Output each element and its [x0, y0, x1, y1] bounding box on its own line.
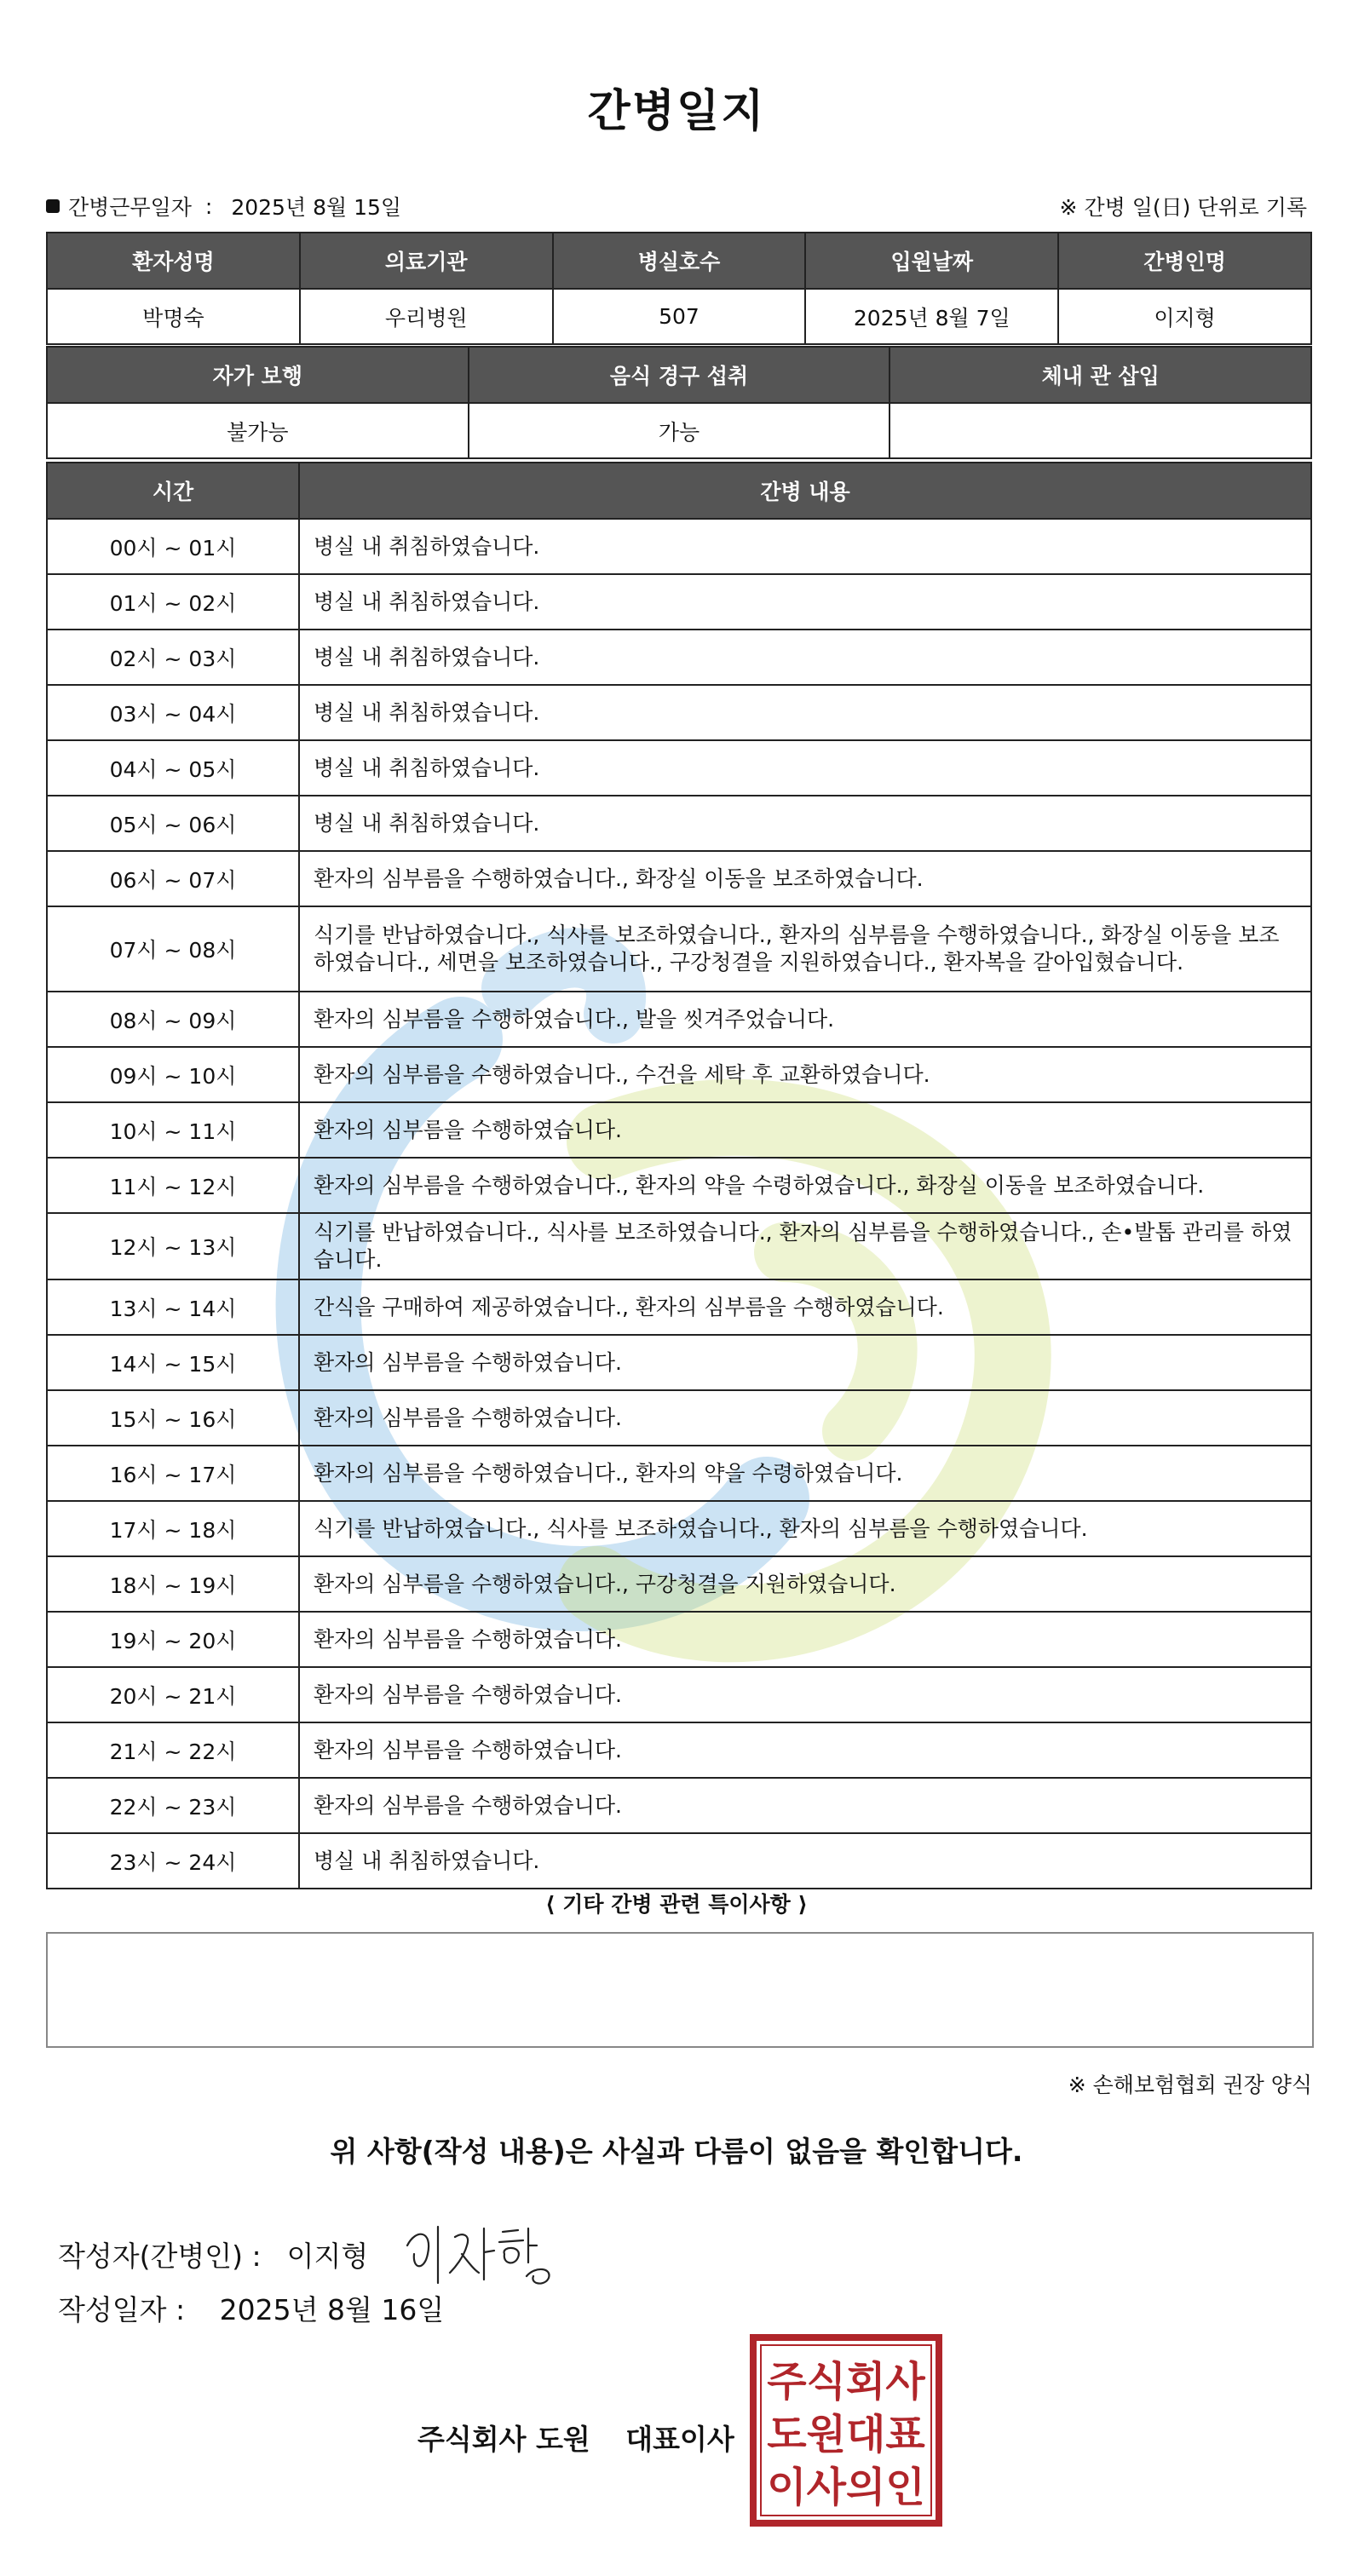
time-cell: 09시 ~ 10시: [47, 1047, 299, 1102]
content-cell: 식기를 반납하였습니다., 식사를 보조하였습니다., 환자의 심부름을 수행하였습니다., 손•발톱 관리를 하였습니다.: [299, 1213, 1311, 1279]
time-cell: 15시 ~ 16시: [47, 1390, 299, 1446]
tube-insertion-cell: [890, 403, 1311, 458]
room-number-cell: 507: [553, 289, 806, 344]
content-cell: 환자의 심부름을 수행하였습니다.: [299, 1102, 1311, 1158]
table-row: [47, 906, 1311, 992]
time-cell: 16시 ~ 17시: [47, 1446, 299, 1501]
table-row: [47, 1335, 1311, 1390]
confirmation-statement: 위 사항(작성 내용)은 사실과 다름이 없음을 확인합니다.: [330, 2135, 1023, 2168]
table-row: [47, 796, 1311, 851]
table-row: [47, 630, 1311, 685]
handwritten-signature: [399, 2220, 561, 2288]
time-cell: 00시 ~ 01시: [47, 519, 299, 574]
time-cell: 11시 ~ 12시: [47, 1158, 299, 1213]
care-log-table: [46, 462, 1312, 1889]
document-title: 간병일지: [587, 86, 766, 137]
time-cell: 04시 ~ 05시: [47, 740, 299, 796]
table-row: [47, 1501, 1311, 1556]
content-cell: 환자의 심부름을 수행하였습니다., 발을 씻겨주었습니다.: [299, 992, 1311, 1047]
content-cell: 병실 내 취침하였습니다.: [299, 685, 1311, 740]
caregiver-name-cell: 이지형: [1058, 289, 1311, 344]
content-cell: 병실 내 취침하였습니다.: [299, 1833, 1311, 1889]
header-admission-date: 입원날짜: [805, 233, 1058, 289]
hospital-cell: 우리병원: [300, 289, 553, 344]
table-row: [47, 1612, 1311, 1667]
content-cell: 식기를 반납하였습니다., 식사를 보조하였습니다., 환자의 심부름을 수행하였습니다.: [299, 1501, 1311, 1556]
table-row: [47, 1158, 1311, 1213]
table-row: [47, 519, 1311, 574]
work-date-row: [46, 191, 1307, 220]
table-row: [47, 574, 1311, 630]
work-date: [46, 191, 401, 221]
time-cell: 18시 ~ 19시: [47, 1556, 299, 1612]
time-cell: 10시 ~ 11시: [47, 1102, 299, 1158]
patient-info-table: [46, 232, 1312, 345]
table-row: [47, 685, 1311, 740]
content-cell: 병실 내 취침하였습니다.: [299, 740, 1311, 796]
table-row: [47, 992, 1311, 1047]
content-cell: 환자의 심부름을 수행하였습니다.: [299, 1778, 1311, 1833]
content-cell: 병실 내 취침하였습니다.: [299, 519, 1311, 574]
content-cell: 병실 내 취침하였습니다.: [299, 574, 1311, 630]
special-notes-title: ⟨ 기타 간병 관련 특이사항 ⟩: [545, 1892, 808, 1917]
time-cell: 06시 ~ 07시: [47, 851, 299, 906]
written-date-value: 2025년 8월 16일: [219, 2293, 445, 2326]
time-cell: 23시 ~ 24시: [47, 1833, 299, 1889]
admission-date-cell: 2025년 8월 7일: [805, 289, 1058, 344]
content-cell: 간식을 구매하여 제공하였습니다., 환자의 심부름을 수행하였습니다.: [299, 1279, 1311, 1335]
patient-name-cell: 박명숙: [47, 289, 300, 344]
seal-text-line: 도원대표: [767, 2411, 925, 2458]
company-representative: 대표이사: [625, 2423, 734, 2456]
oral-intake-cell: 가능: [469, 403, 890, 458]
table-row: [47, 1833, 1311, 1889]
content-cell: 식기를 반납하였습니다., 식사를 보조하였습니다., 환자의 심부름을 수행하였습니다., 화장실 이동을 보조하였습니다., 세면을 보조하였습니다., 구강청결을 지원하였습니다., 환자복을 갈아입혔습니다.: [299, 906, 1311, 992]
table-row: [47, 1279, 1311, 1335]
table-row: [47, 1102, 1311, 1158]
content-cell: 병실 내 취침하였습니다.: [299, 796, 1311, 851]
written-date-line: [58, 2288, 444, 2328]
table-row: [47, 1446, 1311, 1501]
content-cell: 환자의 심부름을 수행하였습니다., 환자의 약을 수령하였습니다.: [299, 1446, 1311, 1501]
seal-text-line: 이사의인: [767, 2464, 925, 2511]
content-cell: 환자의 심부름을 수행하였습니다.: [299, 1722, 1311, 1778]
content-cell: 환자의 심부름을 수행하였습니다.: [299, 1612, 1311, 1667]
time-cell: 03시 ~ 04시: [47, 685, 299, 740]
care-log-header-row: [47, 463, 1311, 519]
author-line: [58, 2220, 561, 2288]
content-cell: 환자의 심부름을 수행하였습니다.: [299, 1335, 1311, 1390]
time-cell: 20시 ~ 21시: [47, 1667, 299, 1722]
self-walking-cell: 불가능: [47, 403, 469, 458]
table-row: [47, 1047, 1311, 1102]
content-cell: 환자의 심부름을 수행하였습니다.: [299, 1390, 1311, 1446]
written-date-label: 작성일자 :: [58, 2293, 186, 2326]
table-row: [47, 851, 1311, 906]
status-header-row: [47, 347, 1311, 403]
header-room-number: 병실호수: [553, 233, 806, 289]
time-cell: 22시 ~ 23시: [47, 1778, 299, 1833]
time-cell: 13시 ~ 14시: [47, 1279, 299, 1335]
status-value-row: [47, 403, 1311, 458]
unit-note: ※ 간병 일(日) 단위로 기록: [1059, 195, 1307, 220]
header-caregiver-name: 간병인명: [1058, 233, 1311, 289]
work-date-separator: :: [204, 193, 213, 219]
content-cell: 환자의 심부름을 수행하였습니다., 수건을 세탁 후 교환하였습니다.: [299, 1047, 1311, 1102]
table-row: [47, 1667, 1311, 1722]
seal-text-line: 주식회사: [767, 2358, 925, 2406]
time-cell: 14시 ~ 15시: [47, 1335, 299, 1390]
time-cell: 19시 ~ 20시: [47, 1612, 299, 1667]
header-hospital: 의료기관: [300, 233, 553, 289]
company-signature-line: [417, 2418, 734, 2458]
author-name: 이지형: [286, 2239, 369, 2273]
header-tube-insertion: 체내 관 삽입: [890, 347, 1311, 403]
time-cell: 12시 ~ 13시: [47, 1213, 299, 1279]
table-row: [47, 740, 1311, 796]
time-cell: 02시 ~ 03시: [47, 630, 299, 685]
header-patient-name: 환자성명: [47, 233, 300, 289]
content-cell: 환자의 심부름을 수행하였습니다., 구강청결을 지원하였습니다.: [299, 1556, 1311, 1612]
company-seal-stamp: [750, 2334, 942, 2527]
table-row: [47, 1556, 1311, 1612]
content-cell: 환자의 심부름을 수행하였습니다.: [299, 1667, 1311, 1722]
form-source-note: ※ 손해보험협회 권장 양식: [1068, 2073, 1312, 2097]
patient-info-value-row: [47, 289, 1311, 344]
content-cell: 환자의 심부름을 수행하였습니다., 화장실 이동을 보조하였습니다.: [299, 851, 1311, 906]
table-row: [47, 1722, 1311, 1778]
header-care-content: 간병 내용: [299, 463, 1311, 519]
time-cell: 01시 ~ 02시: [47, 574, 299, 630]
time-cell: 08시 ~ 09시: [47, 992, 299, 1047]
square-bullet-icon: [46, 199, 60, 213]
patient-info-header-row: [47, 233, 1311, 289]
time-cell: 21시 ~ 22시: [47, 1722, 299, 1778]
time-cell: 07시 ~ 08시: [47, 906, 299, 992]
company-name: 주식회사 도원: [417, 2423, 590, 2456]
work-date-label: 간병근무일자: [68, 195, 192, 220]
content-cell: 환자의 심부름을 수행하였습니다., 환자의 약을 수령하였습니다., 화장실 이동을 보조하였습니다.: [299, 1158, 1311, 1213]
content-cell: 병실 내 취침하였습니다.: [299, 630, 1311, 685]
header-oral-intake: 음식 경구 섭취: [469, 347, 890, 403]
table-row: [47, 1778, 1311, 1833]
special-notes-box: [46, 1932, 1314, 2048]
time-cell: 17시 ~ 18시: [47, 1501, 299, 1556]
author-label: 작성자(간병인) :: [58, 2239, 262, 2273]
header-self-walking: 자가 보행: [47, 347, 469, 403]
header-time: 시간: [47, 463, 299, 519]
table-row: [47, 1213, 1311, 1279]
work-date-value: 2025년 8월 15일: [231, 195, 402, 220]
time-cell: 05시 ~ 06시: [47, 796, 299, 851]
patient-status-table: [46, 346, 1312, 459]
table-row: [47, 1390, 1311, 1446]
